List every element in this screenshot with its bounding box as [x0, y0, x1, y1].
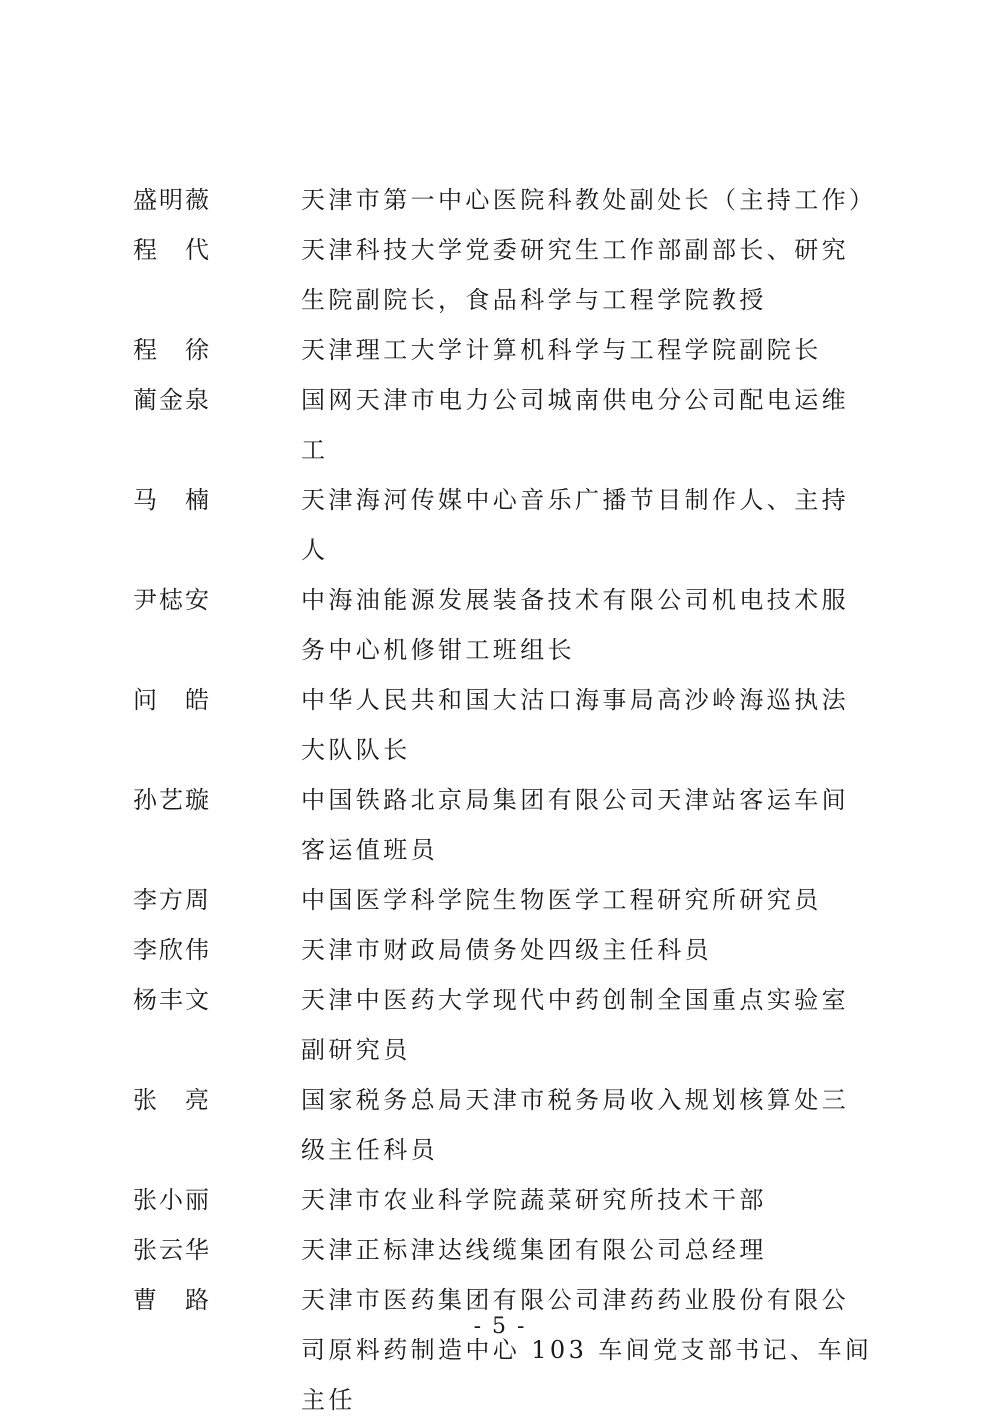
honoree-list	[133, 175, 877, 1425]
person-name: 张 亮	[133, 1086, 211, 1114]
list-item	[133, 1075, 873, 1175]
person-title: 天津市财政局债务处四级主任科员	[301, 936, 712, 964]
person-name: 尹梽安	[133, 586, 211, 614]
person-name: 孙艺璇	[133, 786, 211, 814]
list-item	[133, 475, 873, 575]
list-item	[133, 975, 873, 1075]
person-title: 国网天津市电力公司城南供电分公司配电运维工	[301, 386, 849, 464]
person-title: 中华人民共和国大沽口海事局高沙岭海巡执法大队队长	[301, 686, 849, 764]
person-title: 天津海河传媒中心音乐广播节目制作人、主持人	[301, 486, 849, 564]
person-title: 天津科技大学党委研究生工作部副部长、研究生院副院长，食品科学与工程学院教授	[301, 236, 849, 314]
page-number: - 5 -	[473, 1314, 527, 1339]
list-item	[133, 1275, 873, 1425]
list-item	[133, 925, 873, 975]
person-name: 马 楠	[133, 486, 211, 514]
person-title: 天津正标津达线缆集团有限公司总经理	[301, 1236, 767, 1264]
person-title: 中海油能源发展装备技术有限公司机电技术服务中心机修钳工班组长	[301, 586, 849, 664]
person-title: 中国医学科学院生物医学工程研究所研究员	[301, 886, 822, 914]
person-title: 天津市第一中心医院科教处副处长（主持工作）	[301, 186, 877, 214]
list-item	[133, 325, 873, 375]
person-name: 张云华	[133, 1236, 211, 1264]
list-item	[133, 875, 873, 925]
person-name: 张小丽	[133, 1186, 211, 1214]
list-item	[133, 375, 873, 475]
list-item	[133, 225, 873, 325]
list-item	[133, 175, 877, 225]
list-item	[133, 1175, 873, 1225]
person-name: 程 代	[133, 236, 211, 264]
person-name: 曹 路	[133, 1286, 211, 1314]
person-title: 天津市医药集团有限公司津药药业股份有限公司原料药制造中心 103 车间党支部书记、车间主任	[301, 1286, 873, 1414]
person-name: 问 皓	[133, 686, 211, 714]
person-title: 国家税务总局天津市税务局收入规划核算处三级主任科员	[301, 1086, 849, 1164]
person-title: 中国铁路北京局集团有限公司天津站客运车间客运值班员	[301, 786, 849, 864]
person-title: 天津理工大学计算机科学与工程学院副院长	[301, 336, 822, 364]
list-item	[133, 675, 873, 775]
list-item	[133, 775, 873, 875]
person-name: 杨丰文	[133, 986, 211, 1014]
person-name: 程 徐	[133, 336, 211, 364]
list-item	[133, 575, 873, 675]
person-title: 天津市农业科学院蔬菜研究所技术干部	[301, 1186, 767, 1214]
list-item	[133, 1225, 873, 1275]
person-title: 天津中医药大学现代中药创制全国重点实验室副研究员	[301, 986, 849, 1064]
person-name: 李欣伟	[133, 936, 211, 964]
person-name: 蔺金泉	[133, 386, 211, 414]
person-name: 盛明薇	[133, 186, 211, 214]
person-name: 李方周	[133, 886, 211, 914]
